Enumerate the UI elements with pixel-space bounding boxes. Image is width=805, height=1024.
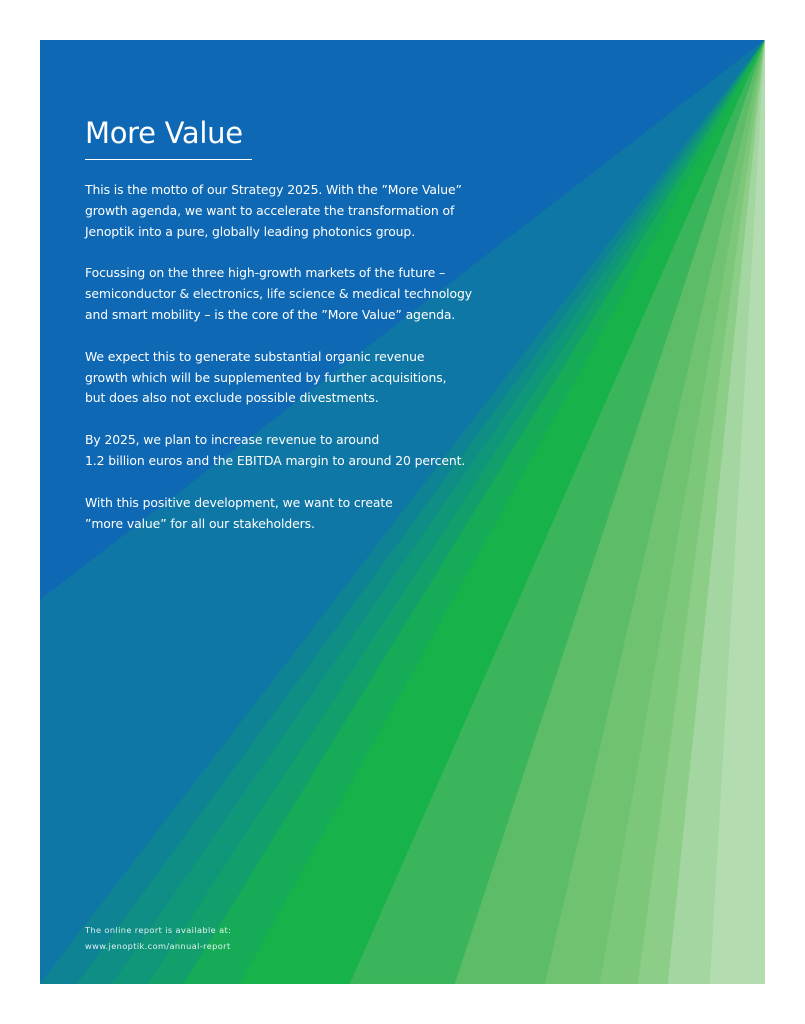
text-line: growth agenda, we want to accelerate the transformation of — [85, 202, 455, 218]
text-line: but does also not exclude possible divestments. — [85, 390, 379, 406]
text-line: Focussing on the three high-growth markets of the future – — [85, 265, 446, 281]
paragraph-growth — [85, 347, 555, 409]
text-line: and smart mobility – is the core of the ”More Value” agenda. — [85, 306, 456, 322]
text-line: By 2025, we plan to increase revenue to around — [85, 432, 380, 448]
body-text — [85, 180, 555, 555]
text-line: Jenoptik into a pure, globally leading photonics group. — [85, 223, 416, 239]
paragraph-markets — [85, 263, 555, 325]
page-title: More Value — [85, 116, 243, 150]
text-line: This is the motto of our Strategy 2025. With the ”More Value” — [85, 182, 462, 197]
online-report-note — [85, 922, 231, 954]
text-line: With this positive development, we want to create — [85, 494, 393, 510]
online-report-label: The online report is available at: — [85, 925, 232, 935]
paragraph-motto — [85, 180, 555, 242]
title-underline — [85, 159, 252, 160]
paragraph-targets — [85, 430, 555, 472]
cover-page — [40, 40, 765, 984]
text-line: 1.2 billion euros and the EBITDA margin to around 20 percent. — [85, 452, 466, 468]
text-line: growth which will be supplemented by further acquisitions, — [85, 369, 447, 385]
text-line: semiconductor & electronics, life science & medical technology — [85, 286, 473, 302]
text-line: ”more value” for all our stakeholders. — [85, 515, 315, 531]
text-line: We expect this to generate substantial organic revenue — [85, 348, 425, 364]
online-report-url[interactable]: www.jenoptik.com/annual-report — [85, 941, 231, 951]
paragraph-stakeholders — [85, 493, 555, 535]
